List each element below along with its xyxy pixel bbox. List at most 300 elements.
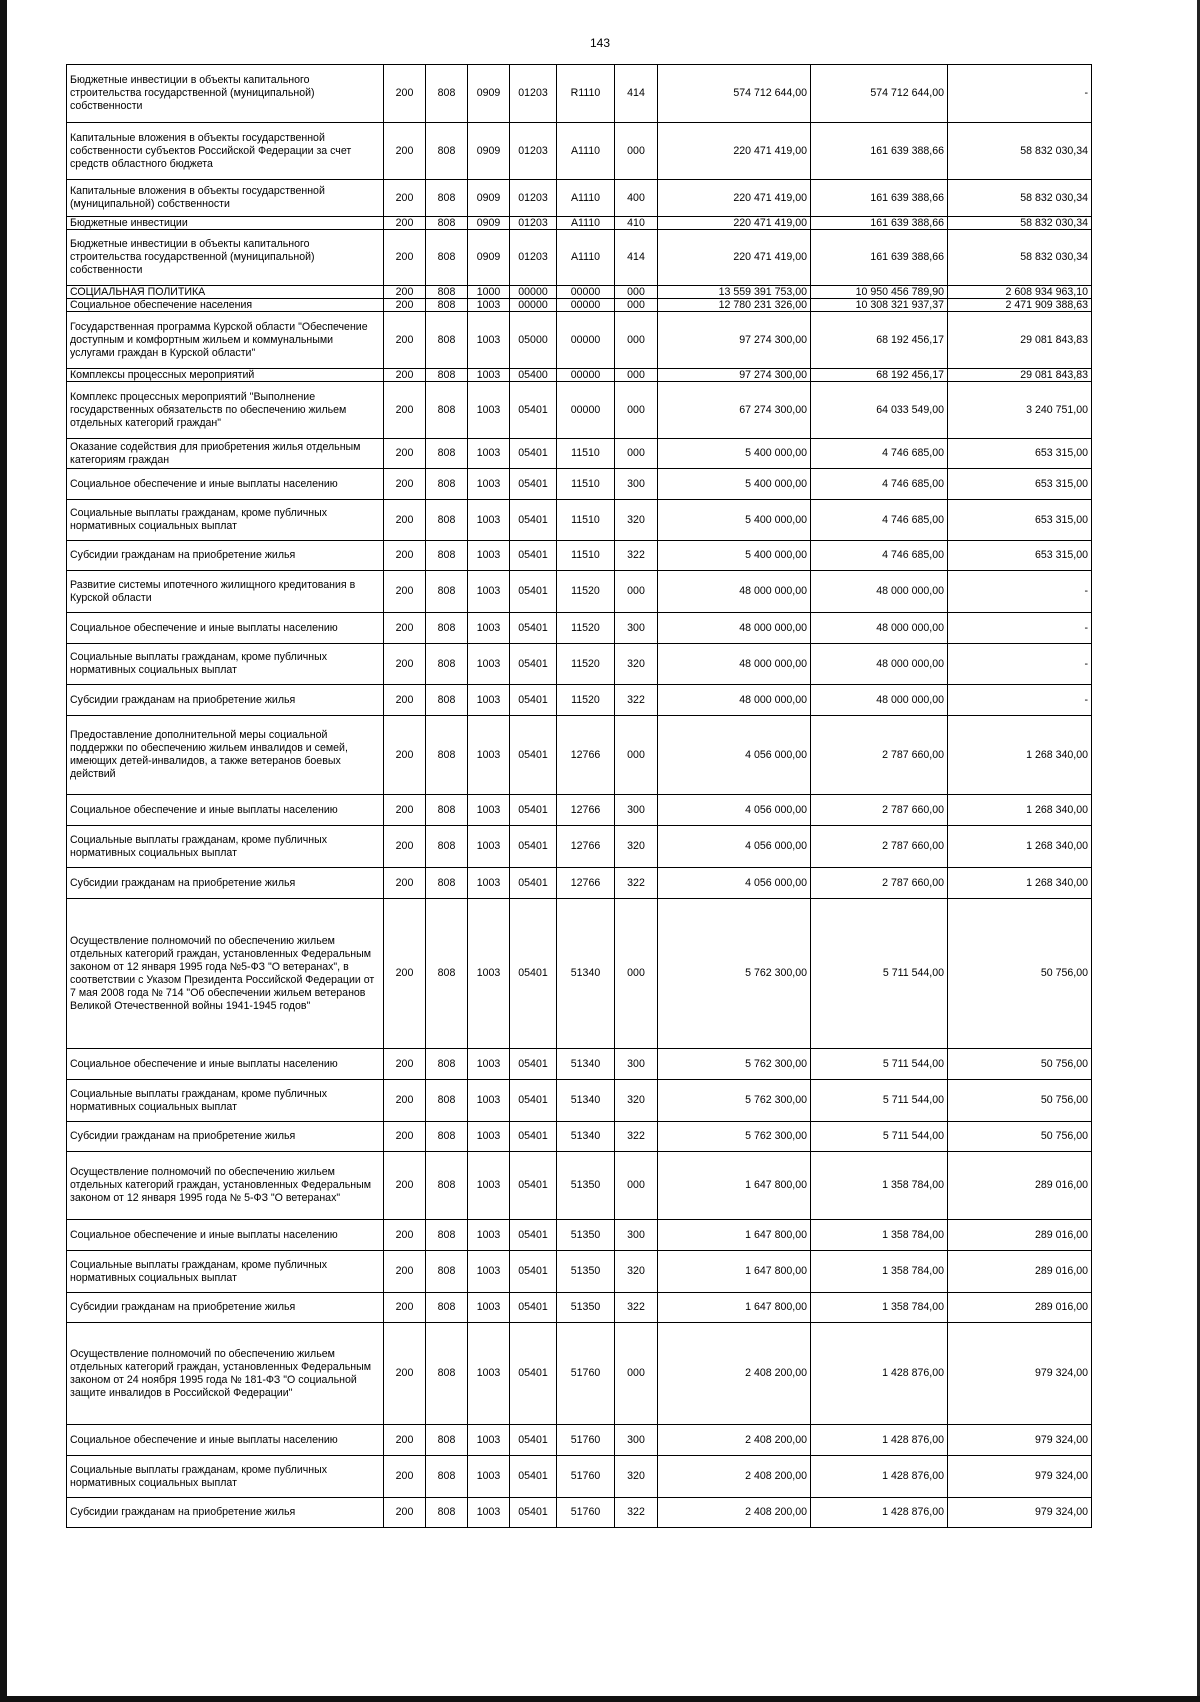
amount-remaining: 50 756,00 bbox=[948, 1049, 1092, 1080]
code-expense-type: 320 bbox=[615, 826, 658, 868]
amount-executed: 1 358 784,00 bbox=[811, 1152, 948, 1220]
amount-executed: 5 711 544,00 bbox=[811, 1049, 948, 1080]
amount-executed: 48 000 000,00 bbox=[811, 644, 948, 685]
code-section: 1003 bbox=[468, 439, 510, 469]
amount-executed: 1 428 876,00 bbox=[811, 1498, 948, 1528]
amount-remaining: 979 324,00 bbox=[948, 1425, 1092, 1456]
code-admin: 200 bbox=[384, 1080, 426, 1122]
code-admin: 200 bbox=[384, 541, 426, 571]
code-ministry: 808 bbox=[426, 469, 468, 500]
amount-planned: 2 408 200,00 bbox=[658, 1323, 811, 1425]
row-name: Комплекс процессных мероприятий "Выполнение государственных обязательств по обеспечению жильем отдельных категорий граждан" bbox=[67, 382, 384, 439]
code-ministry: 808 bbox=[426, 868, 468, 899]
amount-executed: 5 711 544,00 bbox=[811, 1122, 948, 1152]
amount-executed: 4 746 685,00 bbox=[811, 500, 948, 541]
table-row bbox=[67, 899, 1092, 1049]
amount-planned: 5 400 000,00 bbox=[658, 469, 811, 500]
amount-remaining: 1 268 340,00 bbox=[948, 795, 1092, 826]
code-ministry: 808 bbox=[426, 685, 468, 716]
row-name: Социальное обеспечение населения bbox=[67, 299, 384, 312]
code-direction: 11520 bbox=[557, 644, 615, 685]
amount-planned: 220 471 419,00 bbox=[658, 180, 811, 217]
amount-planned: 5 762 300,00 bbox=[658, 1049, 811, 1080]
code-ministry: 808 bbox=[426, 1220, 468, 1251]
amount-planned: 48 000 000,00 bbox=[658, 685, 811, 716]
amount-remaining: 58 832 030,34 bbox=[948, 217, 1092, 230]
amount-remaining: 58 832 030,34 bbox=[948, 230, 1092, 286]
code-direction: А1110 bbox=[557, 123, 615, 180]
code-direction: 51350 bbox=[557, 1293, 615, 1323]
code-expense-type: 300 bbox=[615, 1049, 658, 1080]
amount-remaining: 1 268 340,00 bbox=[948, 826, 1092, 868]
amount-planned: 5 400 000,00 bbox=[658, 541, 811, 571]
row-name: Социальные выплаты гражданам, кроме публичных нормативных социальных выплат bbox=[67, 644, 384, 685]
code-direction: 00000 bbox=[557, 312, 615, 369]
amount-executed: 161 639 388,66 bbox=[811, 123, 948, 180]
code-program: 01203 bbox=[510, 65, 557, 123]
scan-edge-bottom bbox=[0, 1696, 1200, 1702]
amount-executed: 1 358 784,00 bbox=[811, 1293, 948, 1323]
code-direction: А1110 bbox=[557, 180, 615, 217]
code-direction: 11510 bbox=[557, 541, 615, 571]
amount-planned: 67 274 300,00 bbox=[658, 382, 811, 439]
code-ministry: 808 bbox=[426, 299, 468, 312]
table-row bbox=[67, 571, 1092, 613]
amount-planned: 97 274 300,00 bbox=[658, 369, 811, 382]
code-expense-type: 414 bbox=[615, 230, 658, 286]
page-number: 143 bbox=[589, 36, 611, 50]
code-expense-type: 000 bbox=[615, 369, 658, 382]
code-direction: 11510 bbox=[557, 439, 615, 469]
amount-executed: 161 639 388,66 bbox=[811, 180, 948, 217]
amount-planned: 48 000 000,00 bbox=[658, 613, 811, 644]
table-row bbox=[67, 826, 1092, 868]
code-program: 00000 bbox=[510, 299, 557, 312]
code-program: 05401 bbox=[510, 644, 557, 685]
code-direction: 51350 bbox=[557, 1220, 615, 1251]
code-expense-type: 320 bbox=[615, 1456, 658, 1498]
table-row bbox=[67, 123, 1092, 180]
code-ministry: 808 bbox=[426, 1323, 468, 1425]
table-row bbox=[67, 286, 1092, 299]
amount-remaining: 653 315,00 bbox=[948, 541, 1092, 571]
row-name: Социальное обеспечение и иные выплаты населению bbox=[67, 1220, 384, 1251]
amount-remaining: 979 324,00 bbox=[948, 1498, 1092, 1528]
code-ministry: 808 bbox=[426, 795, 468, 826]
row-name: Социальное обеспечение и иные выплаты населению bbox=[67, 613, 384, 644]
amount-remaining: 50 756,00 bbox=[948, 1080, 1092, 1122]
code-expense-type: 320 bbox=[615, 1251, 658, 1293]
code-section: 1003 bbox=[468, 1220, 510, 1251]
code-section: 1003 bbox=[468, 369, 510, 382]
code-section: 1003 bbox=[468, 1251, 510, 1293]
code-admin: 200 bbox=[384, 613, 426, 644]
amount-executed: 68 192 456,17 bbox=[811, 369, 948, 382]
amount-remaining: 58 832 030,34 bbox=[948, 123, 1092, 180]
amount-remaining: 979 324,00 bbox=[948, 1456, 1092, 1498]
table-row bbox=[67, 469, 1092, 500]
code-expense-type: 300 bbox=[615, 795, 658, 826]
table-row bbox=[67, 1220, 1092, 1251]
code-program: 05401 bbox=[510, 613, 557, 644]
row-name: Субсидии гражданам на приобретение жилья bbox=[67, 1122, 384, 1152]
row-name: Социальные выплаты гражданам, кроме публичных нормативных социальных выплат bbox=[67, 1251, 384, 1293]
code-section: 1003 bbox=[468, 1122, 510, 1152]
code-expense-type: 320 bbox=[615, 1080, 658, 1122]
table-row bbox=[67, 1498, 1092, 1528]
amount-remaining: 2 471 909 388,63 bbox=[948, 299, 1092, 312]
code-ministry: 808 bbox=[426, 1251, 468, 1293]
code-program: 05401 bbox=[510, 1498, 557, 1528]
code-ministry: 808 bbox=[426, 1152, 468, 1220]
code-ministry: 808 bbox=[426, 541, 468, 571]
code-program: 01203 bbox=[510, 230, 557, 286]
code-section: 1003 bbox=[468, 1080, 510, 1122]
amount-remaining: - bbox=[948, 644, 1092, 685]
code-expense-type: 000 bbox=[615, 1323, 658, 1425]
code-section: 1003 bbox=[468, 571, 510, 613]
table-row bbox=[67, 1456, 1092, 1498]
amount-planned: 4 056 000,00 bbox=[658, 826, 811, 868]
code-expense-type: 300 bbox=[615, 469, 658, 500]
amount-executed: 2 787 660,00 bbox=[811, 868, 948, 899]
code-expense-type: 000 bbox=[615, 1152, 658, 1220]
code-expense-type: 000 bbox=[615, 382, 658, 439]
code-admin: 200 bbox=[384, 1220, 426, 1251]
amount-remaining: 653 315,00 bbox=[948, 500, 1092, 541]
amount-remaining: 653 315,00 bbox=[948, 469, 1092, 500]
amount-planned: 48 000 000,00 bbox=[658, 644, 811, 685]
amount-remaining: 653 315,00 bbox=[948, 439, 1092, 469]
amount-executed: 161 639 388,66 bbox=[811, 217, 948, 230]
code-direction: 11520 bbox=[557, 613, 615, 644]
code-admin: 200 bbox=[384, 1122, 426, 1152]
code-program: 05401 bbox=[510, 1456, 557, 1498]
amount-remaining: 29 081 843,83 bbox=[948, 369, 1092, 382]
code-program: 05000 bbox=[510, 312, 557, 369]
code-expense-type: 000 bbox=[615, 286, 658, 299]
code-section: 1003 bbox=[468, 312, 510, 369]
amount-executed: 4 746 685,00 bbox=[811, 541, 948, 571]
amount-planned: 5 400 000,00 bbox=[658, 439, 811, 469]
code-section: 1003 bbox=[468, 826, 510, 868]
code-direction: 51340 bbox=[557, 1080, 615, 1122]
code-program: 05401 bbox=[510, 868, 557, 899]
amount-executed: 4 746 685,00 bbox=[811, 469, 948, 500]
amount-remaining: - bbox=[948, 571, 1092, 613]
amount-remaining: 289 016,00 bbox=[948, 1220, 1092, 1251]
code-program: 05401 bbox=[510, 685, 557, 716]
code-direction: А1110 bbox=[557, 230, 615, 286]
code-expense-type: 322 bbox=[615, 685, 658, 716]
table-row bbox=[67, 1425, 1092, 1456]
code-section: 0909 bbox=[468, 217, 510, 230]
code-direction: R1110 bbox=[557, 65, 615, 123]
code-admin: 200 bbox=[384, 1498, 426, 1528]
table-row bbox=[67, 795, 1092, 826]
row-name: Субсидии гражданам на приобретение жилья bbox=[67, 1293, 384, 1323]
table-row bbox=[67, 299, 1092, 312]
row-name: Социальное обеспечение и иные выплаты населению bbox=[67, 1425, 384, 1456]
code-section: 1003 bbox=[468, 685, 510, 716]
code-ministry: 808 bbox=[426, 217, 468, 230]
amount-planned: 4 056 000,00 bbox=[658, 795, 811, 826]
amount-planned: 5 762 300,00 bbox=[658, 1122, 811, 1152]
code-program: 05401 bbox=[510, 1293, 557, 1323]
amount-planned: 2 408 200,00 bbox=[658, 1425, 811, 1456]
code-direction: 11520 bbox=[557, 571, 615, 613]
code-admin: 200 bbox=[384, 1456, 426, 1498]
code-section: 1003 bbox=[468, 899, 510, 1049]
table-row bbox=[67, 685, 1092, 716]
code-admin: 200 bbox=[384, 217, 426, 230]
code-ministry: 808 bbox=[426, 230, 468, 286]
code-direction: 00000 bbox=[557, 299, 615, 312]
amount-executed: 1 428 876,00 bbox=[811, 1425, 948, 1456]
amount-planned: 574 712 644,00 bbox=[658, 65, 811, 123]
code-admin: 200 bbox=[384, 1152, 426, 1220]
code-expense-type: 300 bbox=[615, 613, 658, 644]
code-program: 01203 bbox=[510, 123, 557, 180]
code-section: 0909 bbox=[468, 123, 510, 180]
code-section: 0909 bbox=[468, 65, 510, 123]
code-admin: 200 bbox=[384, 369, 426, 382]
code-expense-type: 322 bbox=[615, 1293, 658, 1323]
amount-planned: 4 056 000,00 bbox=[658, 868, 811, 899]
code-admin: 200 bbox=[384, 685, 426, 716]
row-name: Социальное обеспечение и иные выплаты населению bbox=[67, 795, 384, 826]
amount-remaining: 289 016,00 bbox=[948, 1152, 1092, 1220]
code-admin: 200 bbox=[384, 1251, 426, 1293]
code-admin: 200 bbox=[384, 899, 426, 1049]
code-admin: 200 bbox=[384, 644, 426, 685]
code-direction: 51340 bbox=[557, 1122, 615, 1152]
code-direction: 12766 bbox=[557, 868, 615, 899]
code-program: 00000 bbox=[510, 286, 557, 299]
amount-remaining: 3 240 751,00 bbox=[948, 382, 1092, 439]
code-expense-type: 000 bbox=[615, 439, 658, 469]
amount-remaining: 1 268 340,00 bbox=[948, 716, 1092, 795]
code-program: 05401 bbox=[510, 795, 557, 826]
table-row bbox=[67, 217, 1092, 230]
code-ministry: 808 bbox=[426, 312, 468, 369]
row-name: Социальные выплаты гражданам, кроме публичных нормативных социальных выплат bbox=[67, 826, 384, 868]
amount-planned: 13 559 391 753,00 bbox=[658, 286, 811, 299]
table-row bbox=[67, 644, 1092, 685]
amount-executed: 1 358 784,00 bbox=[811, 1251, 948, 1293]
code-ministry: 808 bbox=[426, 644, 468, 685]
code-expense-type: 320 bbox=[615, 644, 658, 685]
amount-planned: 1 647 800,00 bbox=[658, 1293, 811, 1323]
code-admin: 200 bbox=[384, 1323, 426, 1425]
code-direction: 51340 bbox=[557, 1049, 615, 1080]
row-name: Капитальные вложения в объекты государственной (муниципальной) собственности bbox=[67, 180, 384, 217]
amount-remaining: 1 268 340,00 bbox=[948, 868, 1092, 899]
code-direction: 51340 bbox=[557, 899, 615, 1049]
code-ministry: 808 bbox=[426, 1049, 468, 1080]
amount-executed: 68 192 456,17 bbox=[811, 312, 948, 369]
amount-remaining: - bbox=[948, 613, 1092, 644]
row-name: Социальные выплаты гражданам, кроме публичных нормативных социальных выплат bbox=[67, 1080, 384, 1122]
row-name: Субсидии гражданам на приобретение жилья bbox=[67, 1498, 384, 1528]
amount-executed: 10 308 321 937,37 bbox=[811, 299, 948, 312]
code-expense-type: 322 bbox=[615, 868, 658, 899]
code-ministry: 808 bbox=[426, 382, 468, 439]
code-direction: 12766 bbox=[557, 716, 615, 795]
amount-executed: 4 746 685,00 bbox=[811, 439, 948, 469]
row-name: Социальные выплаты гражданам, кроме публичных нормативных социальных выплат bbox=[67, 1456, 384, 1498]
code-program: 05401 bbox=[510, 500, 557, 541]
amount-executed: 5 711 544,00 bbox=[811, 899, 948, 1049]
code-section: 1003 bbox=[468, 541, 510, 571]
amount-executed: 2 787 660,00 bbox=[811, 826, 948, 868]
code-admin: 200 bbox=[384, 123, 426, 180]
code-program: 05401 bbox=[510, 716, 557, 795]
amount-planned: 48 000 000,00 bbox=[658, 571, 811, 613]
code-direction: 51350 bbox=[557, 1152, 615, 1220]
code-program: 05401 bbox=[510, 1425, 557, 1456]
code-admin: 200 bbox=[384, 299, 426, 312]
amount-remaining: 50 756,00 bbox=[948, 1122, 1092, 1152]
amount-executed: 48 000 000,00 bbox=[811, 571, 948, 613]
amount-planned: 220 471 419,00 bbox=[658, 123, 811, 180]
row-name: Бюджетные инвестиции в объекты капитального строительства государственной (муниципальной) собственности bbox=[67, 230, 384, 286]
table-row bbox=[67, 541, 1092, 571]
code-expense-type: 000 bbox=[615, 571, 658, 613]
code-expense-type: 000 bbox=[615, 312, 658, 369]
code-program: 05401 bbox=[510, 469, 557, 500]
table-row bbox=[67, 716, 1092, 795]
amount-remaining: 2 608 934 963,10 bbox=[948, 286, 1092, 299]
code-ministry: 808 bbox=[426, 716, 468, 795]
amount-executed: 1 428 876,00 bbox=[811, 1323, 948, 1425]
code-direction: 11510 bbox=[557, 469, 615, 500]
code-admin: 200 bbox=[384, 312, 426, 369]
code-direction: 12766 bbox=[557, 795, 615, 826]
code-direction: А1110 bbox=[557, 217, 615, 230]
code-admin: 200 bbox=[384, 868, 426, 899]
code-admin: 200 bbox=[384, 826, 426, 868]
code-section: 1003 bbox=[468, 868, 510, 899]
code-ministry: 808 bbox=[426, 1080, 468, 1122]
code-section: 1003 bbox=[468, 1323, 510, 1425]
amount-executed: 2 787 660,00 bbox=[811, 795, 948, 826]
code-ministry: 808 bbox=[426, 500, 468, 541]
code-direction: 51760 bbox=[557, 1456, 615, 1498]
table-row bbox=[67, 1080, 1092, 1122]
code-direction: 00000 bbox=[557, 382, 615, 439]
table-body bbox=[67, 65, 1092, 1528]
code-ministry: 808 bbox=[426, 439, 468, 469]
row-name: Субсидии гражданам на приобретение жилья bbox=[67, 868, 384, 899]
table-row bbox=[67, 312, 1092, 369]
row-name: Бюджетные инвестиции в объекты капитального строительства государственной (муниципальной) собственности bbox=[67, 65, 384, 123]
code-section: 1003 bbox=[468, 644, 510, 685]
code-direction: 00000 bbox=[557, 369, 615, 382]
amount-planned: 2 408 200,00 bbox=[658, 1498, 811, 1528]
row-name: Комплексы процессных мероприятий bbox=[67, 369, 384, 382]
row-name: Развитие системы ипотечного жилищного кредитования в Курской области bbox=[67, 571, 384, 613]
row-name: Осуществление полномочий по обеспечению жильем отдельных категорий граждан, установленных Федеральным законом от 12 января 1995 года №5-ФЗ "О ветеранах", в соответствии с Указом Президента Российской Федерации от 7 мая 2008 года № 714 "Об обеспечении жильем ветеранов Великой Отечественной войны 1941-1945 годов" bbox=[67, 899, 384, 1049]
code-ministry: 808 bbox=[426, 1498, 468, 1528]
amount-remaining: 50 756,00 bbox=[948, 899, 1092, 1049]
amount-remaining: 289 016,00 bbox=[948, 1293, 1092, 1323]
amount-remaining: 289 016,00 bbox=[948, 1251, 1092, 1293]
code-section: 1000 bbox=[468, 286, 510, 299]
row-name: Субсидии гражданам на приобретение жилья bbox=[67, 541, 384, 571]
code-ministry: 808 bbox=[426, 1425, 468, 1456]
code-expense-type: 322 bbox=[615, 1122, 658, 1152]
code-ministry: 808 bbox=[426, 1122, 468, 1152]
code-admin: 200 bbox=[384, 286, 426, 299]
code-program: 05401 bbox=[510, 382, 557, 439]
code-direction: 51760 bbox=[557, 1425, 615, 1456]
code-section: 1003 bbox=[468, 1152, 510, 1220]
row-name: Осуществление полномочий по обеспечению жильем отдельных категорий граждан, установленных Федеральным законом от 12 января 1995 года № 5-ФЗ "О ветеранах" bbox=[67, 1152, 384, 1220]
code-admin: 200 bbox=[384, 439, 426, 469]
code-expense-type: 322 bbox=[615, 541, 658, 571]
code-ministry: 808 bbox=[426, 123, 468, 180]
amount-planned: 220 471 419,00 bbox=[658, 230, 811, 286]
code-section: 1003 bbox=[468, 299, 510, 312]
code-section: 1003 bbox=[468, 1293, 510, 1323]
code-program: 01203 bbox=[510, 217, 557, 230]
code-expense-type: 000 bbox=[615, 123, 658, 180]
code-ministry: 808 bbox=[426, 180, 468, 217]
code-program: 05401 bbox=[510, 1220, 557, 1251]
code-ministry: 808 bbox=[426, 65, 468, 123]
code-ministry: 808 bbox=[426, 826, 468, 868]
code-section: 1003 bbox=[468, 1425, 510, 1456]
row-name: Социальные выплаты гражданам, кроме публичных нормативных социальных выплат bbox=[67, 500, 384, 541]
code-expense-type: 000 bbox=[615, 716, 658, 795]
code-expense-type: 410 bbox=[615, 217, 658, 230]
row-name: Осуществление полномочий по обеспечению жильем отдельных категорий граждан, установленных Федеральным законом от 24 ноября 1995 года № 181-ФЗ "О социальной защите инвалидов в Российской Федерации" bbox=[67, 1323, 384, 1425]
code-expense-type: 320 bbox=[615, 500, 658, 541]
code-admin: 200 bbox=[384, 500, 426, 541]
code-expense-type: 300 bbox=[615, 1425, 658, 1456]
amount-planned: 1 647 800,00 bbox=[658, 1220, 811, 1251]
code-section: 0909 bbox=[468, 230, 510, 286]
code-program: 05401 bbox=[510, 541, 557, 571]
code-direction: 51760 bbox=[557, 1323, 615, 1425]
code-section: 1003 bbox=[468, 795, 510, 826]
amount-remaining: 58 832 030,34 bbox=[948, 180, 1092, 217]
code-ministry: 808 bbox=[426, 613, 468, 644]
table-row bbox=[67, 65, 1092, 123]
code-expense-type: 400 bbox=[615, 180, 658, 217]
amount-executed: 1 358 784,00 bbox=[811, 1220, 948, 1251]
amount-executed: 1 428 876,00 bbox=[811, 1456, 948, 1498]
code-program: 05401 bbox=[510, 1122, 557, 1152]
code-program: 05401 bbox=[510, 1323, 557, 1425]
code-direction: 11510 bbox=[557, 500, 615, 541]
code-direction: 11520 bbox=[557, 685, 615, 716]
code-direction: 12766 bbox=[557, 826, 615, 868]
row-name: СОЦИАЛЬНАЯ ПОЛИТИКА bbox=[67, 286, 384, 299]
code-admin: 200 bbox=[384, 716, 426, 795]
code-program: 05401 bbox=[510, 899, 557, 1049]
code-admin: 200 bbox=[384, 571, 426, 613]
amount-planned: 1 647 800,00 bbox=[658, 1251, 811, 1293]
amount-remaining: - bbox=[948, 685, 1092, 716]
amount-remaining: 979 324,00 bbox=[948, 1323, 1092, 1425]
amount-remaining: 29 081 843,83 bbox=[948, 312, 1092, 369]
amount-executed: 10 950 456 789,90 bbox=[811, 286, 948, 299]
table-row bbox=[67, 1323, 1092, 1425]
code-direction: 51760 bbox=[557, 1498, 615, 1528]
code-section: 1003 bbox=[468, 716, 510, 795]
